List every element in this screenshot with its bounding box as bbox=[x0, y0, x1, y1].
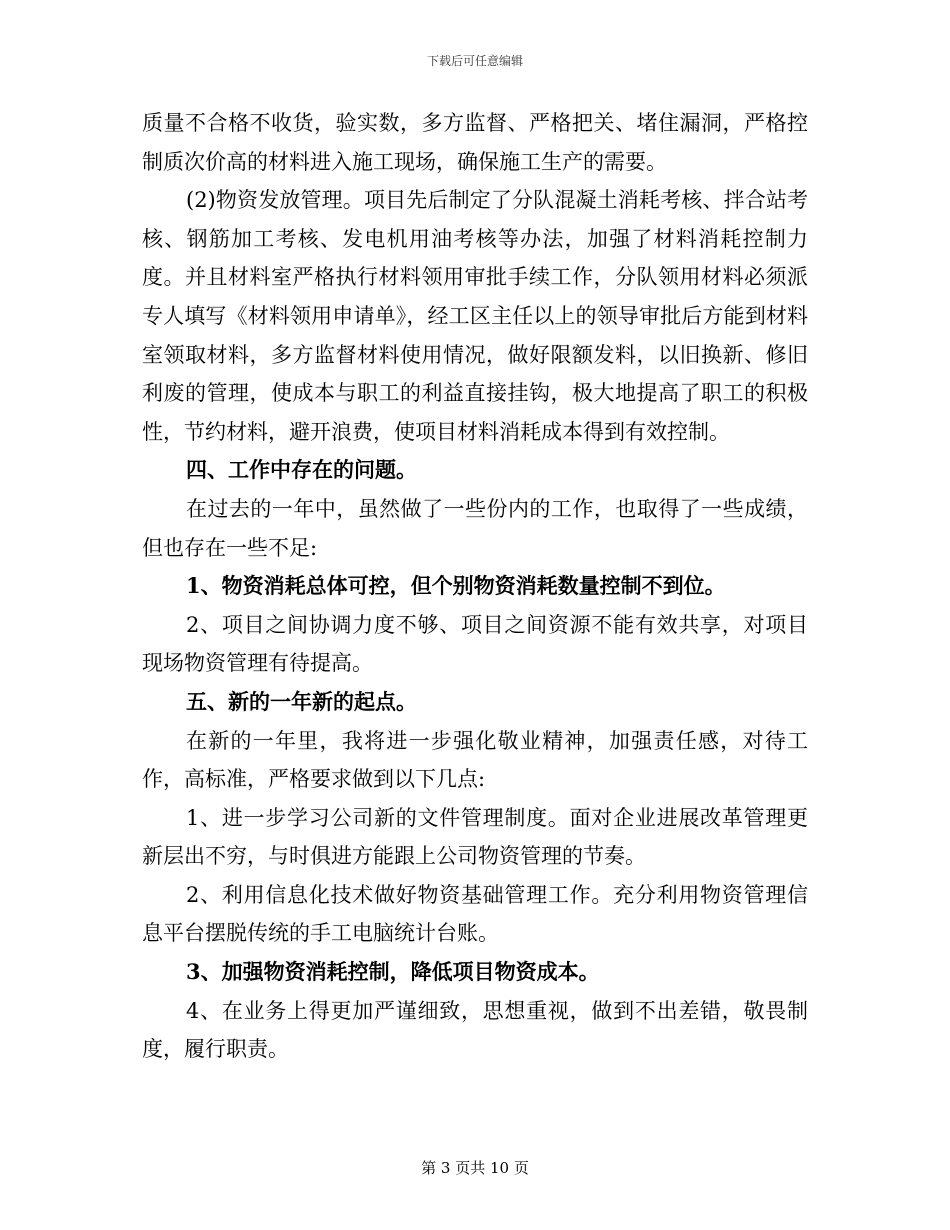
paragraph-2: (2)物资发放管理。项目先后制定了分队混凝土消耗考核、拌合站考核、钢筋加工考核、发电机用油考核等办法，加强了材料消耗控制力度。并且材料室严格执行材料领用审批手续工作，分队领用材料必须派专人填写《材料领用申请单》，经工区主任以上的领导审批后方能到材料室领取材料，多方监督材料使用情况，做好限额发料，以旧换新、修旧利废的管理，使成本与职工的利益直接挂钩，极大地提高了职工的积极性，节约材料，避开浪费，使项目材料消耗成本得到有效控制。 bbox=[142, 188, 808, 444]
paragraph-4: 在新的一年里，我将进一步强化敬业精神，加强责任感，对待工作，高标准，严格要求做到以下几点: bbox=[142, 728, 808, 792]
heading-4: 四、工作中存在的问题。 bbox=[186, 457, 417, 483]
paragraph-1: 质量不合格不收货，验实数，多方监督、严格把关、堵住漏洞，严格控制质次价高的材料进入施工现场，确保施工生产的需要。 bbox=[142, 111, 808, 174]
problem-item-2: 2、项目之间协调力度不够、项目之间资源不能有效共享，对项目现场物资管理有待提高。 bbox=[142, 612, 808, 676]
problem-item-1: 1、物资消耗总体可控，但个别物资消耗数量控制不到位。 bbox=[186, 573, 726, 599]
plan-item-2: 2、利用信息化技术做好物资基础管理工作。充分利用物资管理信息平台摆脱传统的手工电脑统计台账。 bbox=[142, 882, 808, 946]
page-footer: 第 3 页共 10 页 bbox=[421, 1159, 529, 1177]
plan-item-1: 1、进一步学习公司新的文件管理制度。面对企业进展改革管理更新层出不穷，与时俱进方能跟上公司物资管理的节奏。 bbox=[142, 805, 808, 869]
paragraph-3: 在过去的一年中，虽然做了一些份内的工作，也取得了一些成绩，但也存在一些不足: bbox=[142, 496, 808, 560]
plan-item-3: 3、加强物资消耗控制，降低项目物资成本。 bbox=[186, 959, 600, 985]
document-body bbox=[142, 104, 808, 1069]
heading-5: 五、新的一年新的起点。 bbox=[186, 688, 417, 714]
page-header: 下载后可任意编辑 bbox=[426, 54, 523, 68]
plan-item-4: 4、在业务上得更加严谨细致，思想重视，做到不出差错，敬畏制度，履行职责。 bbox=[142, 998, 808, 1062]
